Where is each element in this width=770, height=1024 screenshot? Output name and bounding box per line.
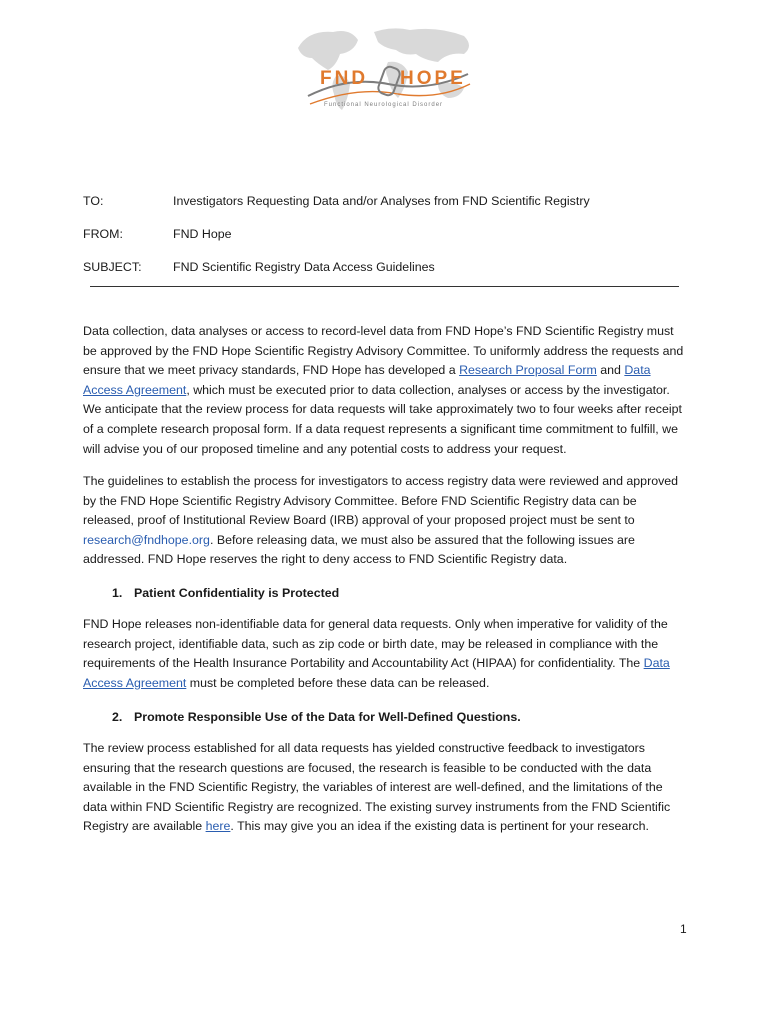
- p2-text-1: The guidelines to establish the process for investigators to access registry data were reviewed and approved by the FND Hope Scientific Registry Advisory Committee. Before FND Scientific Registry data can be released, proof of Institutional Review Board (IRB) approval of your proposed project must be sent to: [83, 474, 679, 528]
- p4-text-1: The review process established for all data requests has yielded constructive feedback to investigators ensuring that the research questions are focused, the research is feasible to be conducted with the data available in the FND Scientific Registry, the variables of interest are well-defined, and the limitations of the data within FND Scientific Registry are recognized. The existing survey instruments from the FND Scientific Registry are available: [83, 741, 671, 834]
- memo-to-label: TO:: [83, 194, 104, 208]
- memo-from-value: FND Hope: [173, 227, 232, 241]
- fnd-hope-logo: [288, 18, 483, 126]
- p1-text-3: , which must be executed prior to data collection, analyses or access by the investigator. We anticipate that the review process for data requests will take approximately two to four weeks after receipt of a complete research proposal form. If a data request represents a significant time commitment to fulfill, we will advise you of our proposed timeline and any potential costs to address your request.: [83, 382, 682, 456]
- memo-to-row: [83, 193, 590, 209]
- page-number: 1: [680, 922, 687, 936]
- paragraph-responsible-use: [83, 739, 687, 837]
- memo-to-value: Investigators Requesting Data and/or Analyses from FND Scientific Registry: [173, 194, 590, 208]
- section-2-title: Promote Responsible Use of the Data for Well-Defined Questions.: [134, 710, 521, 724]
- p3-text-2: must be completed before these data can be released.: [186, 675, 490, 690]
- p1-text-2: and: [596, 363, 625, 378]
- p4-text-2: . This may give you an idea if the existing data is pertinent for your research.: [230, 819, 649, 834]
- survey-instruments-here-link[interactable]: here: [205, 819, 231, 834]
- section-1-title: Patient Confidentiality is Protected: [134, 586, 340, 600]
- p3-text-1: FND Hope releases non-identifiable data for general data requests. Only when imperative for validity of the research project, identifiable data, such as zip code or birth date, may be released in compliance with the requirements of the Health Insurance Portability and Accountability Act (HIPAA) for confidentiality. The: [83, 617, 668, 671]
- section-1-number: 1.: [112, 586, 123, 600]
- research-email[interactable]: research@fndhope.org: [83, 532, 210, 547]
- memo-subject-row: [83, 259, 435, 275]
- section-2-number: 2.: [112, 710, 123, 724]
- memo-subject-label: SUBJECT:: [83, 260, 142, 274]
- memo-divider: [90, 286, 679, 287]
- memo-from-label: FROM:: [83, 227, 123, 241]
- paragraph-confidentiality: [83, 615, 687, 693]
- data-access-agreement-link[interactable]: Data Access Agreement: [83, 363, 651, 397]
- paragraph-intro: [83, 322, 687, 459]
- logo-brand-left: FND: [320, 68, 369, 89]
- p1-text-1: Data collection, data analyses or access to record-level data from FND Hope’s FND Scientific Registry must be approved by the FND Hope Scientific Registry Advisory Committee. To uniformly address the requests and ensure that we meet privacy standards, FND Hope has developed a: [83, 324, 684, 378]
- paragraph-guidelines: [83, 472, 687, 570]
- memo-subject-value: FND Scientific Registry Data Access Guidelines: [173, 260, 435, 274]
- p2-text-2: . Before releasing data, we must also be assured that the following issues are addressed. FND Hope reserves the right to deny access to FND Scientific Registry data.: [83, 532, 635, 567]
- memo-from-row: [83, 226, 232, 242]
- logo-tagline: Functional Neurological Disorder: [324, 102, 444, 108]
- section-heading-confidentiality: [112, 585, 339, 601]
- section-heading-responsible-use: [112, 709, 521, 725]
- research-proposal-form-link[interactable]: Research Proposal Form: [459, 363, 597, 378]
- data-access-agreement-link-2[interactable]: Data Access Agreement: [83, 656, 670, 690]
- logo-brand-right: HOPE: [400, 68, 466, 89]
